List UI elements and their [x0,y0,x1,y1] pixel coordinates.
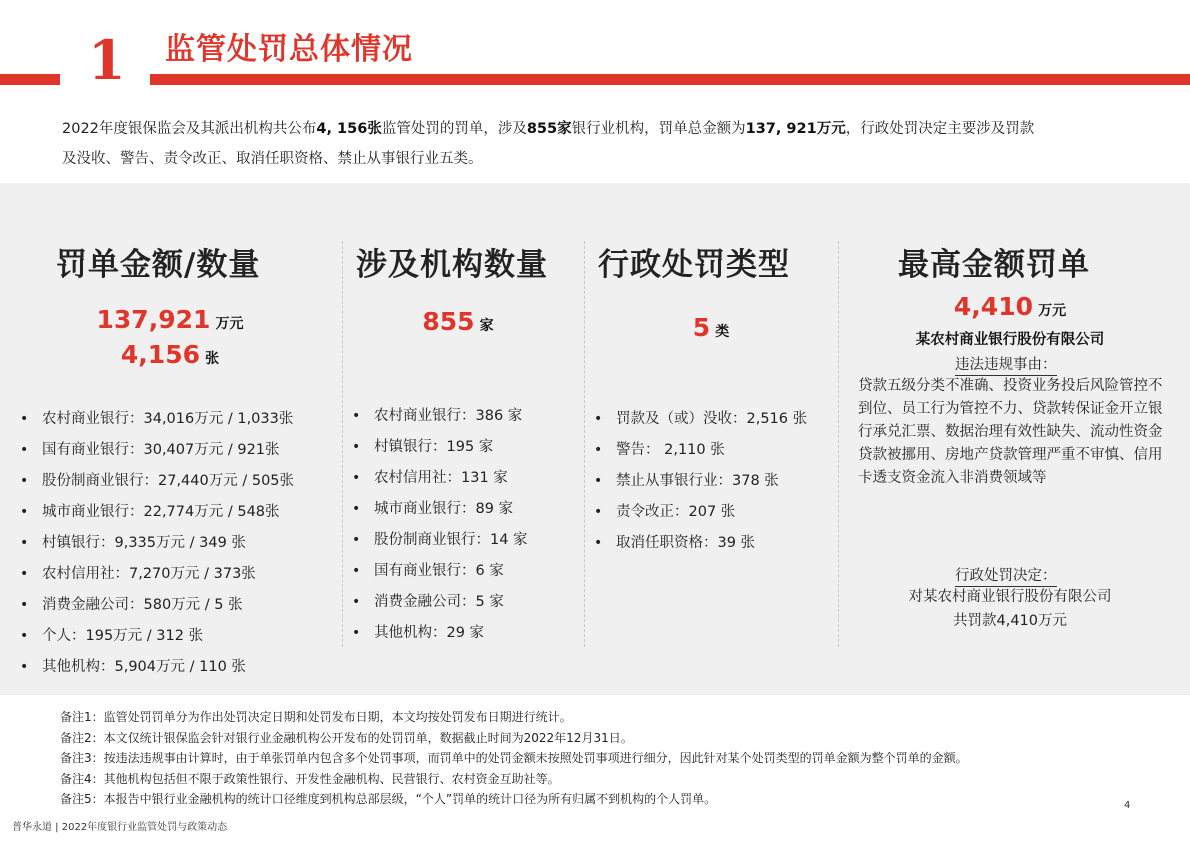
header-accent-bar-right [150,74,1190,85]
header-accent-bar-left [0,74,60,85]
list-item: • 城市商业银行：89 家 [352,494,528,525]
types-column-title: 行政处罚类型 [598,247,790,283]
list-item: • 其他机构：29 家 [352,618,528,649]
max-penalty-figure [840,292,1180,321]
page-title: 监管处罚总体情况 [165,32,413,67]
list-item: • 警告： 2,110 张 [594,435,807,466]
intro-text-1: 2022年度银保监会及其派出机构共公布 [62,121,317,137]
list-item: • 国有商业银行：30,407万元 / 921张 [20,435,294,466]
list-item: • 农村商业银行：386 家 [352,401,528,432]
decision-label: 行政处罚决定： [955,564,1057,587]
list-item: • 城市商业银行：22,774万元 / 548张 [20,497,294,528]
amount-unit: 万元 [215,316,244,332]
list-item: • 村镇银行：195 家 [352,432,528,463]
column-divider [342,241,343,647]
intro-line-1 [62,114,1152,144]
intro-text-2: 监管处罚的罚单，涉及 [381,121,527,137]
list-item: • 其他机构：5,904万元 / 110 张 [20,652,294,683]
max-penalty-bank: 某农村商业银行股份有限公司 [915,332,1105,348]
list-item: • 村镇银行：9,335万元 / 349 张 [20,528,294,559]
intro-paragraph [62,114,1152,174]
institutions-breakdown-list [352,401,528,649]
note-item: 备注3：按违法违规事由计算时，由于单张罚单内包含多个处罚事项，而罚单中的处罚金额未按照处罚事项进行细分，因此针对某个处罚类型的罚单金额为整个罚单的金额。 [60,751,968,765]
count-unit: 张 [205,351,220,367]
section-number: 1 [88,28,126,92]
list-item: • 消费金融公司：5 家 [352,587,528,618]
list-item: • 国有商业银行：6 家 [352,556,528,587]
list-item: • 取消任职资格：39 张 [594,528,807,559]
types-breakdown-list [594,404,807,559]
reason-text: 贷款五级分类不准确、投资业务投后风险管控不到位、员工行为管控不力、贷款转保证金开立银行承兑汇票、数据治理有效性缺失、流动性资金贷款被挪用、房地产贷款管理严重不审慎、信用卡透支资金流入非消费领域等 [858,378,1163,486]
institutions-figure [342,307,574,336]
list-item: • 股份制商业银行：27,440万元 / 505张 [20,466,294,497]
page-number: 4 [1124,800,1131,811]
list-item: • 罚款及（或）没收：2,516 张 [594,404,807,435]
intro-penalty-count: 4, 156张 [316,121,382,137]
amount-value: 137,921 [96,305,211,334]
note-item: 备注1：监管处罚罚单分为作出处罚决定日期和处罚发布日期，本文均按处罚发布日期进行统计。 [60,710,572,724]
column-divider [584,241,585,647]
types-value: 5 [692,313,711,342]
types-unit: 类 [715,324,730,340]
list-item: • 农村信用社：131 家 [352,463,528,494]
footer-text: 普华永道 | 2022年度银行业监管处罚与政策动态 [12,822,228,833]
notes-block [60,707,968,810]
list-item: • 农村信用社：7,270万元 / 373张 [20,559,294,590]
max-penalty-column-title: 最高金额罚单 [898,247,1090,283]
decision-line-2: 共罚款4,410万元 [952,613,1067,629]
max-penalty-value: 4,410 [953,292,1033,321]
intro-institution-count: 855家 [526,121,572,137]
list-item: • 责令改正：207 张 [594,497,807,528]
intro-total-amount: 137, 921万元 [745,121,846,137]
list-item: • 股份制商业银行：14 家 [352,525,528,556]
intro-line-2: 及没收、警告、责令改正、取消任职资格、禁止从事银行业五类。 [62,151,483,167]
column-divider [838,241,839,647]
amount-column-title: 罚单金额/数量 [56,247,261,283]
note-item: 备注4：其他机构包括但不限于政策性银行、开发性金融机构、民营银行、农村资金互助社等。 [60,771,560,786]
decision-line-1: 对某农村商业银行股份有限公司 [908,589,1112,605]
summary-panel [0,183,1190,695]
list-item: • 消费金融公司：580万元 / 5 张 [20,590,294,621]
list-item: • 农村商业银行：34,016万元 / 1,033张 [20,404,294,435]
institutions-column-title: 涉及机构数量 [356,247,548,283]
amount-breakdown-list [20,404,294,683]
max-penalty-unit: 万元 [1038,303,1067,319]
list-item: • 个人：195万元 / 312 张 [20,621,294,652]
note-item: 备注5：本报告中银行业金融机构的统计口径维度到机构总部层级，“个人”罚单的统计口径为所有归属不到机构的个人罚单。 [60,792,717,806]
count-value: 4,156 [120,340,200,369]
list-item: • 禁止从事银行业：378 张 [594,466,807,497]
note-item: 备注2：本文仅统计银保监会针对银行业金融机构公开发布的处罚罚单，数据截止时间为2022年12月31日。 [60,730,633,745]
intro-text-3: 银行业机构，罚单总金额为 [571,121,746,137]
institutions-unit: 家 [479,318,494,334]
amount-figure [0,305,340,334]
institutions-value: 855 [422,307,475,336]
intro-text-4: ，行政处罚决定主要涉及罚款 [845,121,1035,137]
count-figure [0,340,340,369]
reason-label: 违法违规事由： [955,353,1057,376]
types-figure [584,313,838,342]
